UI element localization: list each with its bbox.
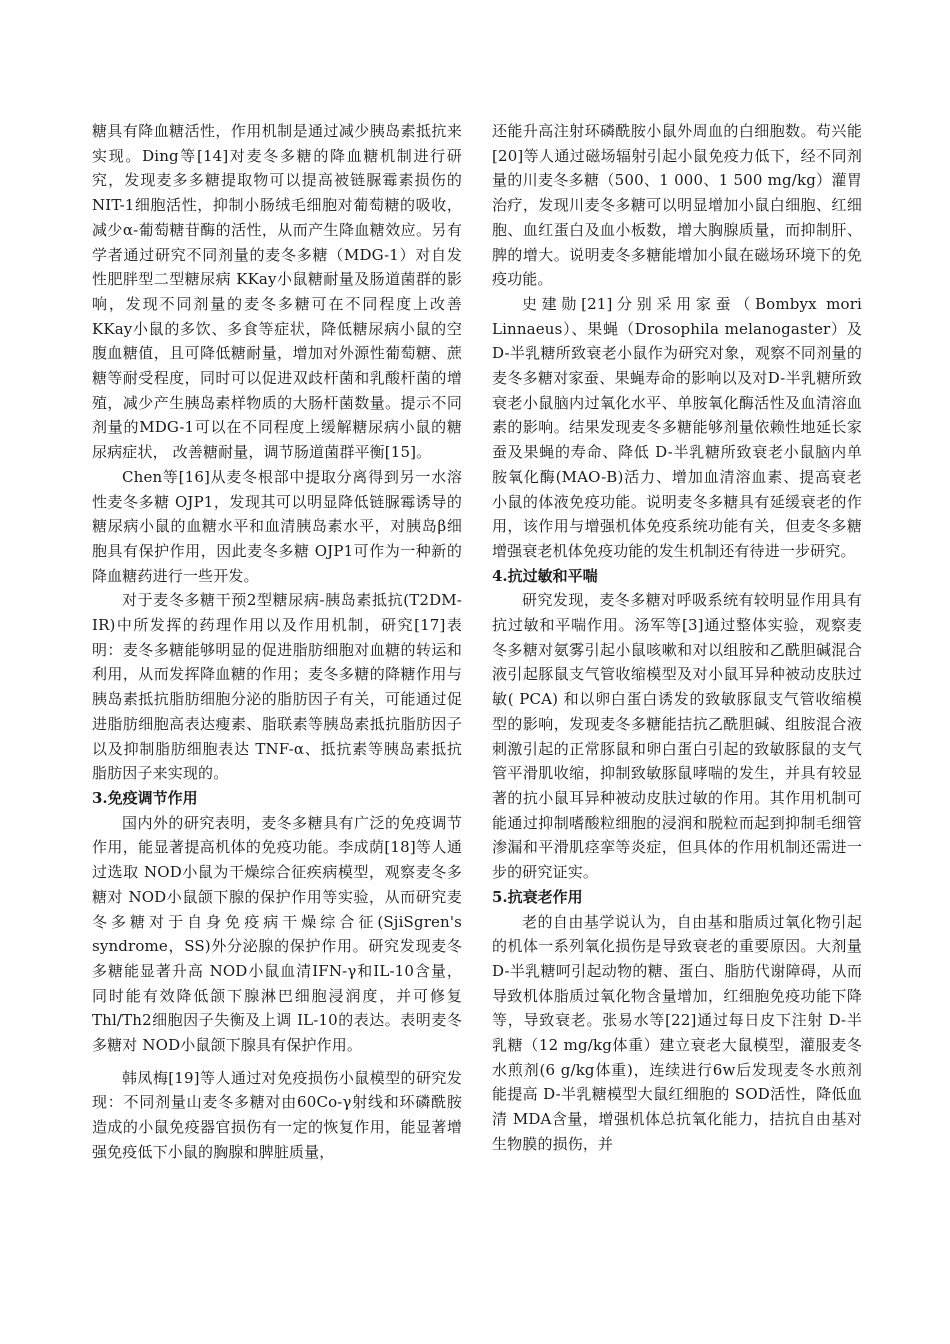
right-paragraph-1: 还能升高注射环磷酰胺小鼠外周血的白细胞数。苟兴能[20]等人通过磁场辐射引起小鼠免疫力低下，经不同剂量的川麦冬多糖（500、1 000、1 500 mg/kg）灌胃治疗，发现川麦冬多糖可以明显增加小鼠白细胞、红细胞、血红蛋白及血小板数，增大胸腺质量，而抑制肝、脾的增大。说明麦冬多糖能增加小鼠在磁场环境下的免疫功能。 xyxy=(492,122,862,289)
left-paragraph-1: 糖具有降血糖活性，作用机制是通过减少胰岛素抵抗来实现。Ding等[14]对麦冬多糖的降血糖机制进行研究，发现麦多多糖提取物可以提高被链脲霉素损伤的NIT-1细胞活性，抑制小肠绒毛细胞对葡萄糖的吸收，减少α-葡萄糖苷酶的活性，从而产生降血糖效应。另有学者通过研究不同剂量的麦冬多糖（MDG-1）对自发性肥胖型二型糖尿病 KKay小鼠糖耐量及肠道菌群的影响，发现不同剂量的麦冬多糖可在不同程度上改善 KKay小鼠的多饮、多食等症状，降低糖尿病小鼠的空腹血糖值，且可降低糖耐量，增加对外源性葡萄糖、蔗糖等耐受程度，同时可以促进双歧杆菌和乳酸杆菌的增殖，减少产生胰岛素样物质的大肠杆菌数量。提示不同剂量的MDG-1可以在不同程度上缓解糖尿病小鼠的糖尿病症状， 改善糖耐量，调节肠道菌群平衡[15]。 xyxy=(92,122,462,462)
left-column xyxy=(92,119,462,1165)
section-heading-antiaging: 5.抗衰老作用 xyxy=(492,887,583,906)
section-heading-immune: 3.免疫调节作用 xyxy=(92,788,198,807)
left-paragraph-5: 韩凤梅[19]等人通过对免疫损伤小鼠模型的研究发现：不同剂量山麦冬多糖对由60Co-γ射线和环磷酰胺造成的小鼠免疫器官损伤有一定的恢复作用，能显著增强免疫低下小鼠的胸腺和脾脏质量， xyxy=(92,1068,462,1161)
left-paragraph-3: 对于麦冬多糖干预2型糖尿病-胰岛素抵抗(T2DM-IR)中所发挥的药理作用以及作用机制，研究[17]表明：麦冬多糖能够明显的促进脂肪细胞对血糖的转运和利用，从而发挥降血糖的作用；麦冬多糖的降糖作用与胰岛素抵抗脂肪细胞分泌的脂肪因子有关，可能通过促进脂肪细胞高表达瘦素、脂联素等胰岛素抵抗脂肪因子以及抑制脂肪细胞表达 TNF-α、抵抗素等胰岛素抵抗脂肪因子来实现的。 xyxy=(92,591,462,783)
right-paragraph-4: 老的自由基学说认为，自由基和脂质过氧化物引起的机体一系列氧化损伤是导致衰老的重要原因。大剂量 D-半乳糖呵引起动物的糖、蛋白、脂肪代谢障碍，从而导致机体脂质过氧化物含量增加，红细胞免疫功能下降等，导致衰老。张易水等[22]通过每日皮下注射 D-半乳糖（12 mg/kg体重）建立衰老大鼠模型，灌服麦冬水煎剂(6 g/kg体重)，连续进行6w后发现麦冬水煎剂能提高 D-半乳糖模型大鼠红细胞的 SOD活性，降低血清 MDA含量，增强机体总抗氧化能力，拮抗自由基对生物膜的损伤，并 xyxy=(492,912,862,1153)
right-column xyxy=(492,119,862,1157)
left-paragraph-2: Chen等[16]从麦冬根部中提取分离得到另一水溶性麦冬多糖 OJP1，发现其可以明显降低链脲霉诱导的糖尿病小鼠的血糖水平和血清胰岛素水平，对胰岛β细胞具有保护作用，因此麦冬多糖 OJP1可作为一种新的降血糖药进行一些开发。 xyxy=(92,467,462,585)
right-paragraph-3: 研究发现，麦冬多糖对呼吸系统有较明显作用具有抗过敏和平喘作用。汤军等[3]通过整体实验，观察麦冬多糖对氨雾引起小鼠咳嗽和对以组胺和乙酰胆碱混合液引起豚鼠支气管收缩模型及对小鼠耳异种被动皮肤过敏( PCA) 和以卵白蛋白诱发的致敏豚鼠支气管收缩模型的影响，发现麦冬多糖能拮抗乙酰胆碱、组胺混合液刺激引起的正常豚鼠和卵白蛋白引起的致敏豚鼠的支气管平滑肌收缩，抑制致敏豚鼠哮喘的发生，并具有较显著的抗小鼠耳异种被动皮肤过敏的作用。其作用机制可能通过抑制嗜酸粒细胞的浸润和脱粒而起到抑制毛细管渗漏和平滑肌痉挛等炎症，但具体的作用机制还需进一步的研究证实。 xyxy=(492,591,862,882)
section-heading-antiallergy: 4.抗过敏和平喘 xyxy=(492,566,598,585)
right-paragraph-2: 史建勋[21]分别采用家蚕（Bombyx mori Linnaeus）、果蝇（Drosophila melanogaster）及D-半乳糖所致衰老小鼠作为研究对象，观察不同剂量的麦冬多糖对家蚕、果蝇寿命的影响以及对D-半乳糖所致衰老小鼠脑内过氧化水平、单胺氧化酶活性及血清溶血素的影响。结果发现麦冬多糖能够剂量依赖性地延长家蚕及果蝇的寿命、降低 D-半乳糖所致衰老小鼠脑内单胺氧化酶(MAO-B)活力、增加血清溶血素、提高衰老小鼠的体液免疫功能。说明麦冬多糖具有延缓衰老的作用，该作用与增强机体免疫系统功能有关，但麦冬多糖增强衰老机体免疫功能的发生机制还有待进一步研究。 xyxy=(492,294,862,560)
left-paragraph-4: 国内外的研究表明，麦冬多糖具有广泛的免疫调节作用，能显著提高机体的免疫功能。李成荫[18]等人通过选取 NOD小鼠为干燥综合征疾病模型，观察麦冬多糖对 NOD小鼠颌下腺的保护作用等实验，从而研究麦冬多糖对于自身免疫病干燥综合征(SjiSgren's syndrome，SS)外分泌腺的保护作用。研究发现麦冬多糖能显著升高 NOD小鼠血清IFN-γ和IL-10含量，同时能有效降低颌下腺淋巴细胞浸润度，并可修复 Thl/Th2细胞因子失衡及上调 IL-10的表达。表明麦冬多糖对 NOD小鼠颌下腺具有保护作用。 xyxy=(92,813,462,1055)
